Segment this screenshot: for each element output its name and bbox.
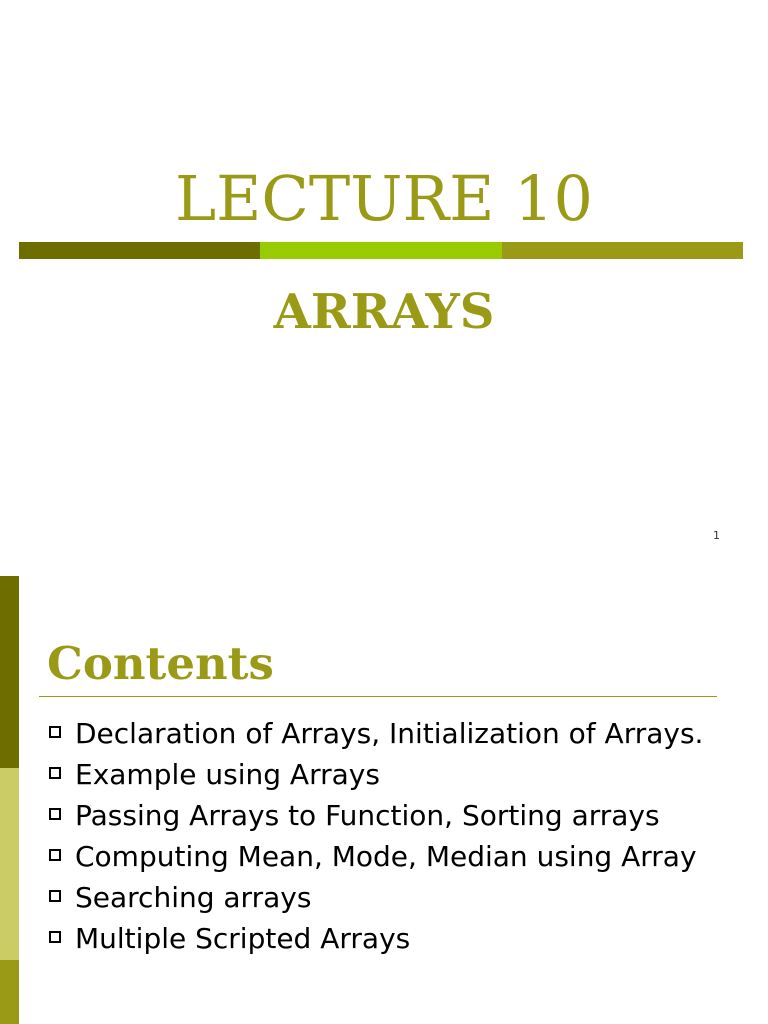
side-bar-segment-olive <box>0 960 19 1024</box>
side-accent-bar <box>0 576 19 1024</box>
title-divider-bar <box>19 242 743 259</box>
list-item-text: Example using Arrays <box>75 758 380 791</box>
square-bullet-icon <box>49 767 61 779</box>
square-bullet-icon <box>49 890 61 902</box>
list-item <box>47 839 721 875</box>
list-item <box>47 757 721 793</box>
square-bullet-icon <box>49 849 61 861</box>
list-item <box>47 921 721 957</box>
list-item-text: Declaration of Arrays, Initialization of Arrays. <box>75 717 704 750</box>
list-item <box>47 716 721 752</box>
divider-segment-dark <box>19 242 260 259</box>
contents-slide <box>0 576 768 1024</box>
list-item-text: Computing Mean, Mode, Median using Array <box>75 840 697 873</box>
list-item-text: Passing Arrays to Function, Sorting arrays <box>75 799 660 832</box>
divider-segment-olive <box>502 242 743 259</box>
heading-rule <box>39 696 717 697</box>
side-bar-segment-dark <box>0 576 19 768</box>
square-bullet-icon <box>49 808 61 820</box>
lecture-title: LECTURE 10 <box>174 162 593 235</box>
contents-heading: Contents <box>47 637 274 690</box>
list-item-text: Searching arrays <box>75 881 312 914</box>
slide-subtitle: ARRAYS <box>273 284 495 340</box>
square-bullet-icon <box>49 931 61 943</box>
list-item-text: Multiple Scripted Arrays <box>75 922 411 955</box>
divider-segment-lime <box>260 242 501 259</box>
list-item <box>47 880 721 916</box>
square-bullet-icon <box>49 726 61 738</box>
contents-list <box>47 716 721 962</box>
list-item <box>47 798 721 834</box>
slide-number: 1 <box>713 529 720 542</box>
side-bar-segment-light <box>0 768 19 960</box>
